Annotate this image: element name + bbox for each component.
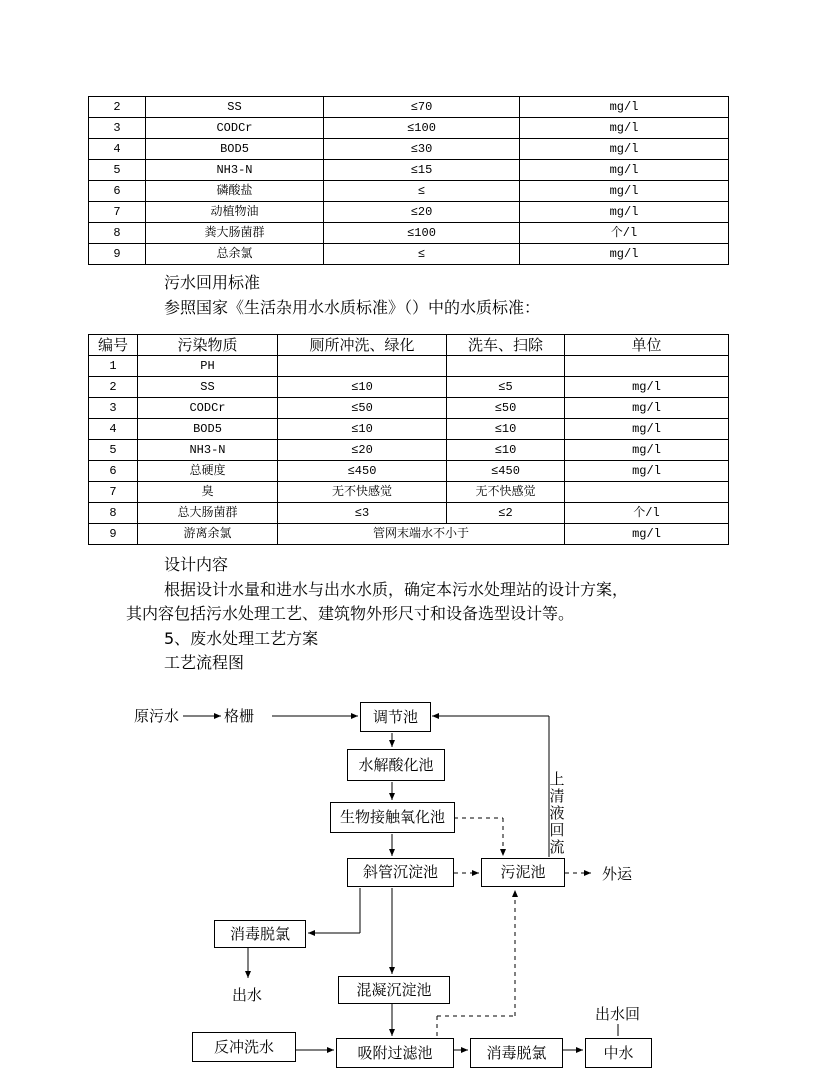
unit: mg/l <box>520 181 729 202</box>
unit: mg/l <box>520 160 729 181</box>
unit: mg/l <box>520 97 729 118</box>
car-wash-limit: ≤450 <box>447 461 565 482</box>
design-content-heading: 设计内容 <box>164 555 229 574</box>
unit: mg/l <box>520 139 729 160</box>
pollutant-name: NH3-N <box>138 440 278 461</box>
disinfection-left-box: 消毒脱氯 <box>214 920 306 948</box>
row-number: 2 <box>89 377 138 398</box>
column-header: 厕所冲洗、绿化 <box>278 335 447 356</box>
screen-label: 格栅 <box>224 707 255 725</box>
column-header: 编号 <box>89 335 138 356</box>
toilet-greening-limit: ≤50 <box>278 398 447 419</box>
unit: 个/l <box>520 223 729 244</box>
car-wash-limit: ≤10 <box>447 440 565 461</box>
limit-value: ≤ <box>324 244 520 265</box>
outlet-left-label: 出水 <box>232 986 263 1004</box>
toilet-greening-limit: ≤20 <box>278 440 447 461</box>
row-number: 7 <box>89 482 138 503</box>
pollutant-name: 粪大肠菌群 <box>146 223 324 244</box>
pollutant-name: 臭 <box>138 482 278 503</box>
pollutant-name: 总硬度 <box>138 461 278 482</box>
car-wash-limit: ≤5 <box>447 377 565 398</box>
contact-oxidation-tank-box: 生物接触氧化池 <box>330 802 455 833</box>
limit-value: ≤100 <box>324 118 520 139</box>
row-number: 5 <box>89 440 138 461</box>
hydrolysis-tank-box: 水解酸化池 <box>347 749 445 781</box>
pollutant-name: CODCr <box>138 398 278 419</box>
row-number: 5 <box>89 160 146 181</box>
section-5-heading: 5、废水处理工艺方案 <box>164 629 319 648</box>
limit-value: ≤20 <box>324 202 520 223</box>
adsorption-filter-box: 吸附过滤池 <box>336 1038 454 1068</box>
design-paragraph-line-2: 其内容包括污水处理工艺、建筑物外形尺寸和设备选型设计等。 <box>126 604 575 623</box>
row-number: 6 <box>89 461 138 482</box>
limit-value: ≤ <box>324 181 520 202</box>
unit: 个/l <box>565 503 729 524</box>
pollutant-name: BOD5 <box>138 419 278 440</box>
column-header: 污染物质 <box>138 335 278 356</box>
reuse-standard-reference: 参照国家《生活杂用水水质标准》（）中的水质标准： <box>164 298 541 317</box>
car-wash-limit: ≤10 <box>447 419 565 440</box>
haul-away-label: 外运 <box>602 865 633 883</box>
row-number: 8 <box>89 503 138 524</box>
toilet-greening-limit: ≤3 <box>278 503 447 524</box>
raw-sewage-label: 原污水 <box>134 707 180 725</box>
toilet-greening-limit: ≤10 <box>278 419 447 440</box>
row-number: 9 <box>89 524 138 545</box>
pollutant-name: 总余氯 <box>146 244 324 265</box>
pollutant-name: 磷酸盐 <box>146 181 324 202</box>
unit: mg/l <box>565 461 729 482</box>
supernatant-return-label: 上清液回流 <box>549 770 565 856</box>
car-wash-limit: 无不快感觉 <box>447 482 565 503</box>
row-number: 1 <box>89 356 138 377</box>
pollutant-name: 动植物油 <box>146 202 324 223</box>
row-number: 7 <box>89 202 146 223</box>
limit-value: ≤100 <box>324 223 520 244</box>
unit: mg/l <box>565 377 729 398</box>
disinfection-right-box: 消毒脱氯 <box>470 1038 563 1068</box>
unit: mg/l <box>520 202 729 223</box>
pollutant-name: PH <box>138 356 278 377</box>
pollutant-name: CODCr <box>146 118 324 139</box>
car-wash-limit: ≤2 <box>447 503 565 524</box>
toilet-greening-limit: ≤450 <box>278 461 447 482</box>
limit-value: ≤30 <box>324 139 520 160</box>
unit: mg/l <box>565 398 729 419</box>
row-number: 9 <box>89 244 146 265</box>
pollutant-name: SS <box>146 97 324 118</box>
toilet-greening-limit: ≤10 <box>278 377 447 398</box>
pollutant-name: SS <box>138 377 278 398</box>
row-number: 4 <box>89 139 146 160</box>
limit-value: ≤15 <box>324 160 520 181</box>
unit: mg/l <box>520 244 729 265</box>
unit: mg/l <box>565 440 729 461</box>
inclined-tube-settler-box: 斜管沉淀池 <box>347 858 454 887</box>
process-flow-heading: 工艺流程图 <box>164 653 245 672</box>
reclaimed-water-box: 中水 <box>585 1038 652 1068</box>
row-number: 4 <box>89 419 138 440</box>
regulating-tank-box: 调节池 <box>360 702 431 732</box>
unit: mg/l <box>565 524 729 545</box>
merged-limit: 管网末端水不小于 <box>278 524 565 545</box>
pollutant-name: NH3-N <box>146 160 324 181</box>
column-header: 洗车、扫除 <box>447 335 565 356</box>
reuse-standard-heading: 污水回用标准 <box>164 273 261 292</box>
design-paragraph-line-1: 根据设计水量和进水与出水水质，确定本污水处理站的设计方案， <box>164 580 629 599</box>
pollutant-name: 游离余氯 <box>138 524 278 545</box>
unit: mg/l <box>520 118 729 139</box>
row-number: 3 <box>89 398 138 419</box>
sludge-tank-box: 污泥池 <box>481 858 565 887</box>
unit: mg/l <box>565 419 729 440</box>
row-number: 8 <box>89 223 146 244</box>
limit-value: ≤70 <box>324 97 520 118</box>
row-number: 2 <box>89 97 146 118</box>
pollutant-name: BOD5 <box>146 139 324 160</box>
column-header: 单位 <box>565 335 729 356</box>
row-number: 6 <box>89 181 146 202</box>
toilet-greening-limit: 无不快感觉 <box>278 482 447 503</box>
backwash-water-box: 反冲洗水 <box>192 1032 296 1062</box>
coagulation-settler-box: 混凝沉淀池 <box>338 976 450 1004</box>
pollutant-name: 总大肠菌群 <box>138 503 278 524</box>
car-wash-limit: ≤50 <box>447 398 565 419</box>
outlet-return-label: 出水回 <box>595 1005 641 1023</box>
row-number: 3 <box>89 118 146 139</box>
